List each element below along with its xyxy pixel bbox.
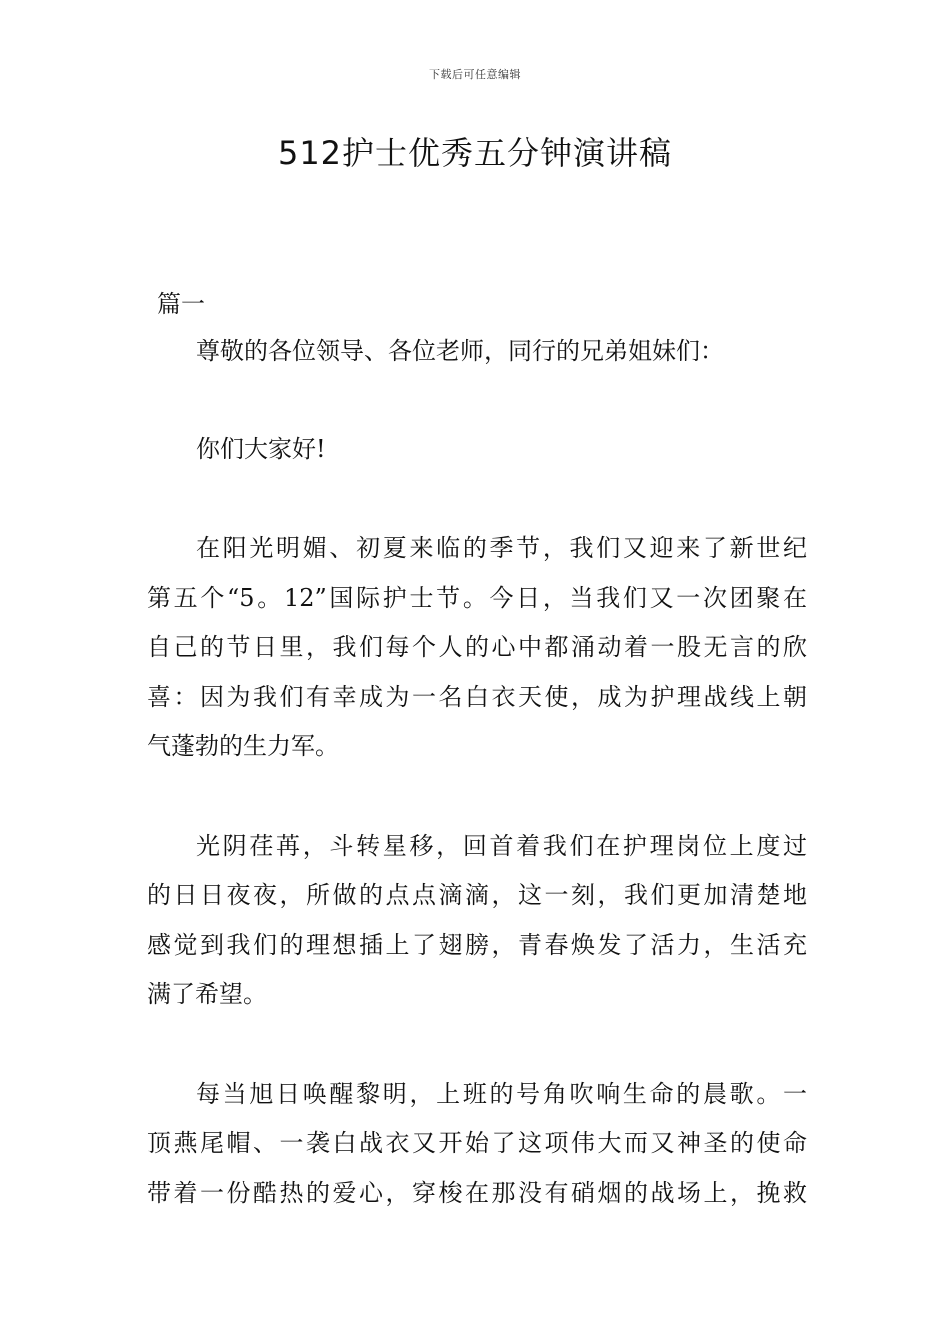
paragraph-line: 带着一份酷热的爱心，穿梭在那没有硝烟的战场上，挽救 — [147, 1179, 807, 1207]
paragraph-line: 自己的节日里，我们每个人的心中都涌动着一股无言的欣 — [147, 633, 807, 661]
paragraph-line: 的日日夜夜，所做的点点滴滴，这一刻，我们更加清楚地 — [147, 881, 807, 909]
paragraph-line: 喜：因为我们有幸成为一名白衣天使，成为护理战线上朝 — [147, 683, 807, 711]
document-title: 512护士优秀五分钟演讲稿 — [277, 134, 673, 172]
header-note: 下载后可任意编辑 — [429, 68, 521, 81]
paragraph-line: 顶燕尾帽、一袭白战衣又开始了这项伟大而又神圣的使命 — [147, 1129, 807, 1157]
paragraph-line: 在阳光明媚、初夏来临的季节，我们又迎来了新世纪 — [196, 534, 807, 562]
paragraph-line: 气蓬勃的生力军。 — [147, 732, 339, 760]
paragraph-line: 第五个“5。12”国际护士节。今日，当我们又一次团聚在 — [147, 584, 807, 612]
paragraph-line: 满了希望。 — [147, 980, 267, 1008]
paragraph-line: 感觉到我们的理想插上了翅膀，青春焕发了活力，生活充 — [147, 931, 807, 959]
paragraph-line: 尊敬的各位领导、各位老师，同行的兄弟姐妹们： — [196, 337, 724, 365]
paragraph-line: 你们大家好! — [196, 435, 326, 463]
section-label: 篇一 — [157, 290, 205, 318]
paragraph-line: 每当旭日唤醒黎明，上班的号角吹响生命的晨歌。一 — [196, 1080, 807, 1108]
paragraph-line: 光阴荏苒，斗转星移，回首着我们在护理岗位上度过 — [196, 832, 807, 860]
